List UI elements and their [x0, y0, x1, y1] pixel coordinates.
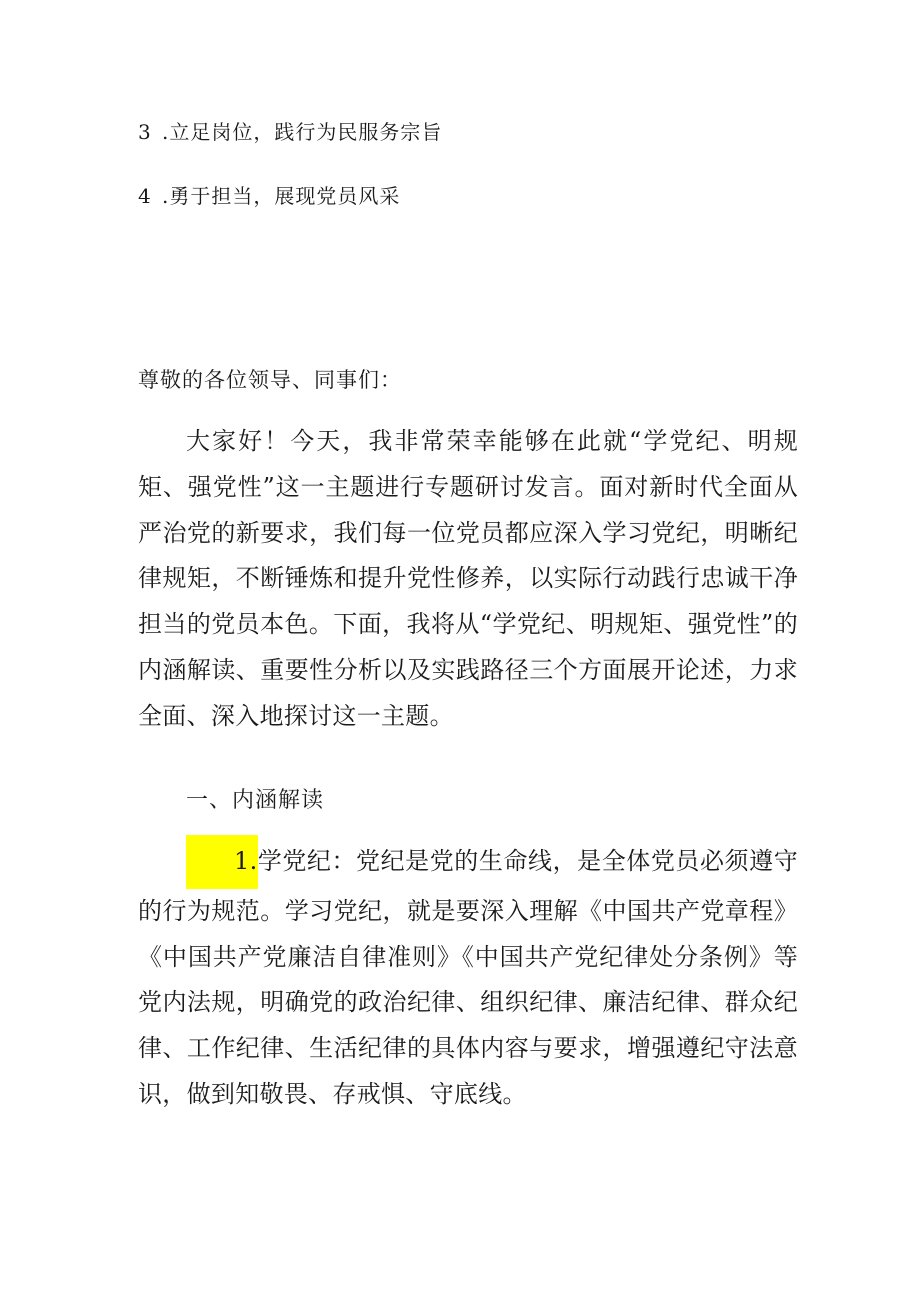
outline-item-4 — [138, 180, 400, 209]
outline-item-number: 4 — [138, 184, 152, 208]
greeting-line: 尊敬的各位领导、同事们： — [138, 368, 402, 392]
point-1-paragraph — [138, 835, 798, 1118]
point-1-text: 学党纪：党纪是党的生命线，是全体党员必须遵守的行为规范。学习党纪，就是要深入理解《中国共产党章程》《中国共产党廉洁自律准则》《中国共产党纪律处分条例》等党内法规，明确党的政治纪律、组织纪律、廉洁纪律、群众纪律、工作纪律、生活纪律的具体内容与要求，增强遵纪守法意识，做到知敬畏、存戒惧、守底线。 — [138, 847, 798, 1108]
outline-item-number: 3 — [138, 120, 152, 144]
outline-item-text: .勇于担当，展现党员风采 — [162, 184, 401, 208]
outline-item-3 — [138, 116, 442, 145]
section-heading: 一、内涵解读 — [186, 788, 325, 813]
intro-paragraph: 大家好！今天，我非常荣幸能够在此就“学党纪、明规矩、强党性”这一主题进行专题研讨发言。面对新时代全面从严治党的新要求，我们每一位党员都应深入学习党纪，明晰纪律规矩，不断锤炼和提升党性修养，以实际行动践行忠诚干净担当的党员本色。下面，我将从“学党纪、明规矩、强党性”的内涵解读、重要性分析以及实践路径三个方面展开论述，力求全面、深入地探讨这一主题。 — [138, 427, 798, 730]
outline-item-text: .立足岗位，践行为民服务宗旨 — [162, 120, 443, 144]
highlighted-number: 1. — [186, 835, 258, 889]
